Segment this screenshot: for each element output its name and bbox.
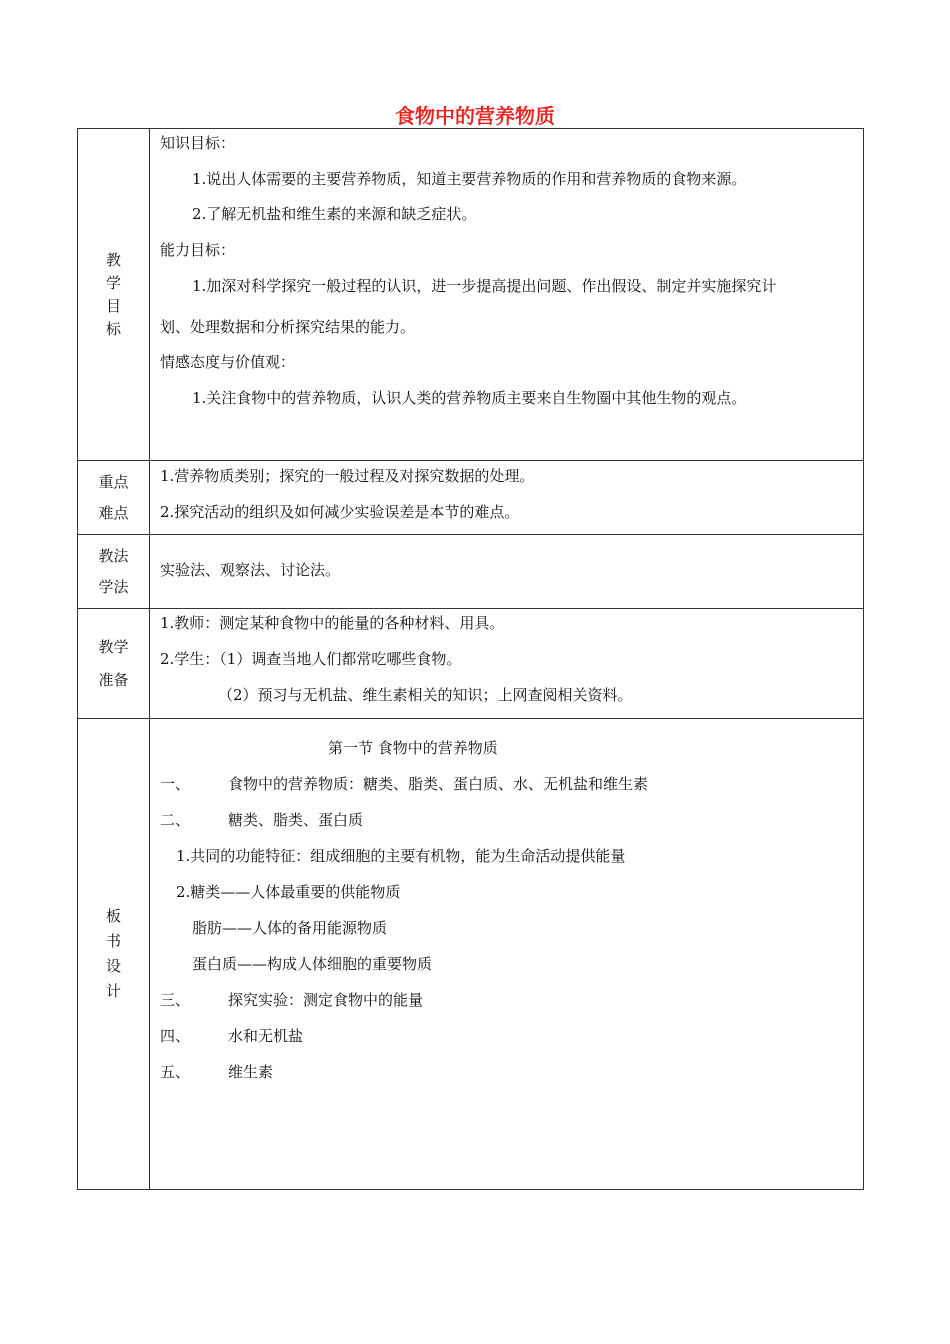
section-number: 二、 bbox=[160, 811, 191, 829]
key-point-1: 1.营养物质类别；探究的一般过程及对探究数据的处理。 bbox=[160, 467, 535, 485]
lesson-plan-table bbox=[77, 128, 864, 1190]
label-line: 难点 bbox=[98, 503, 129, 522]
label-line: 准备 bbox=[98, 670, 129, 689]
section-2-point-2-fat: 脂肪——人体的备用能源物质 bbox=[192, 919, 388, 937]
section-2-point-2-protein: 蛋白质——构成人体细胞的重要物质 bbox=[192, 955, 433, 973]
ability-goal-1-continued: 划、处理数据和分析探究结果的能力。 bbox=[160, 318, 416, 336]
label-char: 标 bbox=[105, 319, 121, 338]
objectives-label bbox=[78, 129, 150, 460]
preparation-teacher: 1.教师：测定某种食物中的能量的各种材料、用具。 bbox=[160, 614, 505, 632]
label-line: 学法 bbox=[98, 577, 129, 596]
section-5-text: 维生素 bbox=[228, 1063, 274, 1081]
section-1-text: 食物中的营养物质：糖类、脂类、蛋白质、水、无机盐和维生素 bbox=[228, 775, 649, 793]
label-char: 教 bbox=[105, 250, 121, 269]
knowledge-goal-1: 1.说出人体需要的主要营养物质，知道主要营养物质的作用和营养物质的食物来源。 bbox=[192, 170, 747, 188]
section-number: 一、 bbox=[160, 775, 191, 793]
methods-label bbox=[78, 535, 150, 608]
board-design-row bbox=[78, 719, 863, 1189]
key-point-2: 2.探究活动的组织及如何减少实验误差是本节的难点。 bbox=[160, 503, 520, 521]
preparation-row bbox=[78, 609, 863, 719]
objectives-row bbox=[78, 129, 863, 461]
attitude-goal-1: 1.关注食物中的营养物质，认识人类的营养物质主要来自生物圈中其他生物的观点。 bbox=[192, 389, 747, 407]
document-title: 食物中的营养物质 bbox=[395, 104, 555, 128]
section-4-text: 水和无机盐 bbox=[228, 1027, 304, 1045]
ability-goal-heading: 能力目标： bbox=[160, 241, 236, 259]
methods-row bbox=[78, 535, 863, 609]
board-design-content bbox=[150, 719, 863, 1189]
section-number: 三、 bbox=[160, 991, 191, 1009]
key-points-row bbox=[78, 461, 863, 535]
objectives-content bbox=[150, 129, 863, 460]
board-design-label bbox=[78, 719, 150, 1189]
label-char: 书 bbox=[105, 932, 121, 950]
section-3-text: 探究实验：测定食物中的能量 bbox=[228, 991, 424, 1009]
ability-goal-1: 1.加深对科学探究一般过程的认识，进一步提高提出问题、作出假设、制定并实施探究计 bbox=[192, 277, 777, 295]
label-line: 重点 bbox=[98, 472, 129, 491]
knowledge-goal-heading: 知识目标： bbox=[160, 134, 236, 152]
preparation-label bbox=[78, 609, 150, 718]
section-number: 四、 bbox=[160, 1027, 191, 1045]
label-line: 教学 bbox=[98, 637, 129, 656]
attitude-goal-heading: 情感态度与价值观： bbox=[160, 353, 296, 371]
section-2-point-2: 2.糖类——人体最重要的供能物质 bbox=[176, 883, 401, 901]
label-char: 板 bbox=[105, 907, 121, 925]
label-char: 计 bbox=[105, 982, 121, 1000]
key-points-label bbox=[78, 461, 150, 534]
preparation-content bbox=[150, 609, 863, 718]
knowledge-goal-2: 2.了解无机盐和维生素的来源和缺乏症状。 bbox=[192, 205, 477, 223]
methods-text: 实验法、观察法、讨论法。 bbox=[160, 561, 341, 579]
section-2-text: 糖类、脂类、蛋白质 bbox=[228, 811, 364, 829]
key-points-content bbox=[150, 461, 863, 534]
preparation-student-2: （2）预习与无机盐、维生素相关的知识；上网查阅相关资料。 bbox=[218, 686, 633, 704]
label-char: 目 bbox=[105, 296, 121, 315]
section-number: 五、 bbox=[160, 1063, 191, 1081]
methods-content bbox=[150, 535, 863, 608]
label-char: 学 bbox=[105, 273, 121, 292]
section-2-point-1: 1.共同的功能特征：组成细胞的主要有机物，能为生命活动提供能量 bbox=[176, 847, 626, 865]
board-heading: 第一节 食物中的营养物质 bbox=[328, 739, 498, 757]
label-line: 教法 bbox=[98, 546, 129, 565]
preparation-student-1: 2.学生：（1）调查当地人们都常吃哪些食物。 bbox=[160, 650, 462, 668]
label-char: 设 bbox=[105, 957, 121, 975]
